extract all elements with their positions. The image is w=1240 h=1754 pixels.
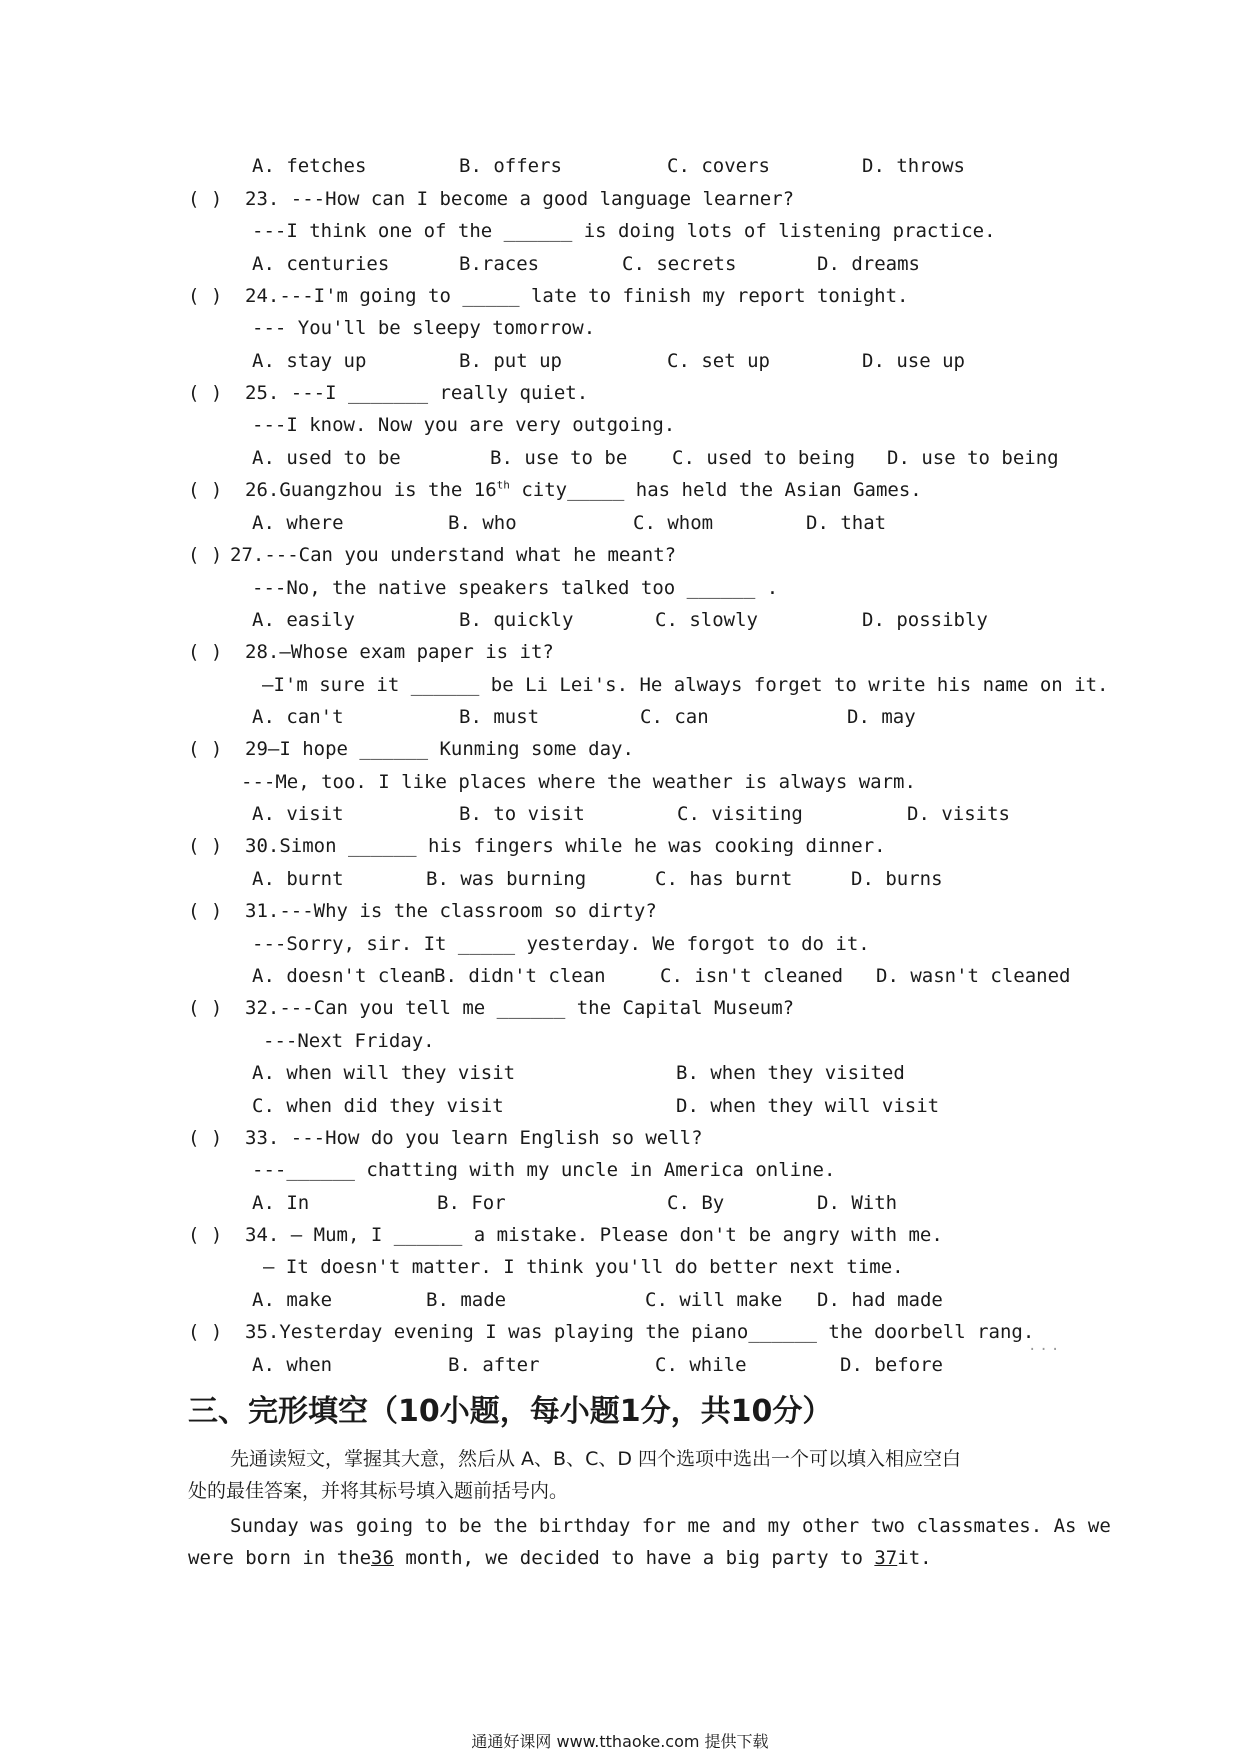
option-b: B. must: [459, 706, 540, 728]
option-a: A. In: [252, 1192, 310, 1214]
option-d: D. possibly: [862, 609, 988, 631]
answer-bracket[interactable]: ( ): [188, 285, 223, 307]
question-stem: 29—I hope ______ Kunming some day.: [245, 738, 634, 760]
option-d: D. visits: [907, 803, 1010, 825]
stray-dots: ...: [1028, 1338, 1063, 1354]
option-a: A. make: [252, 1289, 333, 1311]
answer-bracket[interactable]: ( ): [188, 900, 223, 922]
option-d: D. before: [840, 1354, 943, 1376]
question-line: — It doesn't matter. I think you'll do better next time.: [263, 1256, 904, 1278]
option-d: D. may: [847, 706, 916, 728]
option-b: B. offers: [459, 155, 562, 177]
option-b: B. didn't clean: [434, 965, 606, 987]
option-b: B.races: [459, 253, 540, 275]
option-b: B. use to be: [490, 447, 628, 469]
option-d: D. With: [817, 1192, 898, 1214]
option-c: C. visiting: [677, 803, 803, 825]
question-stem: 34. — Mum, I ______ a mistake. Please don't be angry with me.: [245, 1224, 943, 1246]
question-line: —I'm sure it ______ be Li Lei's. He always forget to write his name on it.: [262, 674, 1109, 696]
option-d: D. dreams: [817, 253, 920, 275]
option-b: B. made: [426, 1289, 507, 1311]
question-stem: 31.---Why is the classroom so dirty?: [245, 900, 657, 922]
option-b: B. was burning: [426, 868, 587, 890]
option-d: D. use up: [862, 350, 965, 372]
option-b: B. who: [448, 512, 517, 534]
option-c: C. set up: [667, 350, 770, 372]
option-c: C. secrets: [622, 253, 737, 275]
option-b: B. after: [448, 1354, 540, 1376]
option-d: D. burns: [851, 868, 943, 890]
question-line: ---No, the native speakers talked too ______ .: [252, 577, 779, 599]
answer-bracket[interactable]: ( ): [188, 479, 223, 501]
passage-text: were born in the: [188, 1547, 372, 1569]
option-a: A. can't: [252, 706, 344, 728]
option-c: C. By: [667, 1192, 725, 1214]
instruction-line-2: 处的最佳答案，并将其标号填入题前括号内。: [188, 1480, 569, 1502]
option-c: C. isn't cleaned: [660, 965, 844, 987]
question-stem: 30.Simon ______ his fingers while he was cooking dinner.: [245, 835, 886, 857]
answer-bracket[interactable]: ( ): [188, 188, 223, 210]
question-line: ---I think one of the ______ is doing lots of listening practice.: [252, 220, 996, 242]
option-d: D. had made: [817, 1289, 943, 1311]
option-c: C. whom: [633, 512, 714, 534]
option-d: D. throws: [862, 155, 965, 177]
blank-37: 37: [874, 1547, 898, 1569]
question-stem: 24.---I'm going to _____ late to finish my report tonight.: [245, 285, 909, 307]
instruction-line-1: 先通读短文，掌握其大意，然后从 A、B、C、D 四个选项中选出一个可以填入相应空白: [230, 1448, 962, 1470]
option-d: D. when they will visit: [676, 1095, 940, 1117]
answer-bracket[interactable]: ( ): [188, 382, 223, 404]
footer-credit: 通通好课网 www.tthaoke.com 提供下载: [471, 1732, 769, 1751]
option-b: B. put up: [459, 350, 562, 372]
option-a: A. burnt: [252, 868, 344, 890]
option-a: A. easily: [252, 609, 355, 631]
answer-bracket[interactable]: ( ): [188, 1224, 223, 1246]
answer-bracket[interactable]: ( ): [188, 738, 223, 760]
answer-bracket[interactable]: ( ): [188, 641, 223, 663]
option-c: C. has burnt: [655, 868, 793, 890]
question-line: ---Sorry, sir. It _____ yesterday. We forgot to do it.: [252, 933, 870, 955]
option-a: A. doesn't clean: [252, 965, 436, 987]
option-a: A. used to be: [252, 447, 401, 469]
option-d: D. use to being: [887, 447, 1059, 469]
passage-line-1: Sunday was going to be the birthday for me and my other two classmates. As we: [230, 1515, 1111, 1537]
option-c: C. covers: [667, 155, 770, 177]
question-stem: 33. ---How do you learn English so well?: [245, 1127, 703, 1149]
option-b: B. quickly: [459, 609, 574, 631]
option-d: D. that: [806, 512, 887, 534]
option-a: A. fetches: [252, 155, 367, 177]
option-a: A. visit: [252, 803, 344, 825]
option-c: C. while: [655, 1354, 747, 1376]
passage-text: it.: [897, 1547, 932, 1569]
question-line: --- You'll be sleepy tomorrow.: [252, 317, 596, 339]
option-c: C. can: [640, 706, 709, 728]
question-stem: 25. ---I _______ really quiet.: [245, 382, 589, 404]
passage-text: month, we decided to have a big party to: [393, 1547, 875, 1569]
option-c: C. slowly: [655, 609, 758, 631]
answer-bracket[interactable]: ( ): [188, 997, 223, 1019]
question-stem: 23. ---How can I become a good language learner?: [245, 188, 795, 210]
option-b: B. For: [437, 1192, 506, 1214]
answer-bracket[interactable]: ( ): [188, 835, 223, 857]
option-b: B. to visit: [459, 803, 585, 825]
question-stem: 32.---Can you tell me ______ the Capital Museum?: [245, 997, 795, 1019]
section-heading: 三、完形填空（10小题，每小题1分，共10分）: [188, 1394, 833, 1429]
option-c: C. used to being: [672, 447, 856, 469]
option-a: A. centuries: [252, 253, 390, 275]
answer-bracket[interactable]: ( ): [188, 1321, 223, 1343]
option-c: C. when did they visit: [252, 1095, 504, 1117]
question-stem: 27.---Can you understand what he meant?: [230, 544, 677, 566]
question-line: ---______ chatting with my uncle in America online.: [252, 1159, 836, 1181]
answer-bracket[interactable]: ( ): [188, 1127, 223, 1149]
answer-bracket[interactable]: ( ): [188, 544, 223, 566]
question-line: ---I know. Now you are very outgoing.: [252, 414, 676, 436]
question-stem: 35.Yesterday evening I was playing the piano______ the doorbell rang.: [245, 1321, 1035, 1343]
question-line: ---Next Friday.: [263, 1030, 435, 1052]
option-a: A. stay up: [252, 350, 367, 372]
question-stem: 26.Guangzhou is the 16th city_____ has held the Asian Games.: [245, 478, 922, 501]
option-a: A. when will they visit: [252, 1062, 516, 1084]
option-c: C. will make: [645, 1289, 783, 1311]
blank-36: 36: [371, 1547, 394, 1569]
question-line: ---Me, too. I like places where the weather is always warm.: [241, 771, 916, 793]
option-a: A. when: [252, 1354, 333, 1376]
passage-line-2: [188, 1546, 932, 1570]
question-stem: 28.—Whose exam paper is it?: [245, 641, 554, 663]
option-a: A. where: [252, 512, 344, 534]
option-b: B. when they visited: [676, 1062, 905, 1084]
option-d: D. wasn't cleaned: [876, 965, 1071, 987]
